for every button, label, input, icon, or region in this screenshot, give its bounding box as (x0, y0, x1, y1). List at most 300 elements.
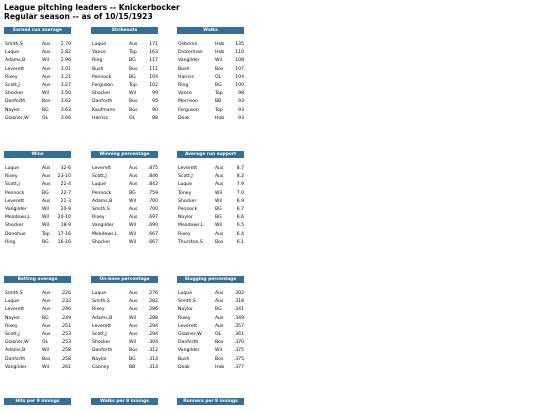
team-code: Wil (42, 348, 49, 354)
player-name: Vangilder (178, 58, 200, 64)
player-name: Vangilder (92, 223, 114, 229)
team-code: OL (129, 115, 136, 121)
leader-row (177, 173, 244, 181)
stat-value: .232 (60, 299, 71, 305)
team-code: Hob (215, 364, 225, 370)
stat-value: .314 (147, 364, 158, 370)
panel-header: Hits per 9 innings (4, 398, 71, 405)
leader-row (91, 82, 158, 90)
leader-row (4, 364, 71, 372)
player-name: Toney (178, 190, 192, 196)
leader-row (91, 206, 158, 214)
team-code: Wil (215, 223, 222, 229)
player-name: Pennock (5, 190, 25, 196)
team-code: Aus (42, 291, 51, 296)
team-code: BG (42, 190, 49, 196)
leader-row (177, 57, 244, 65)
player-name: Harriss (92, 115, 109, 121)
leader-row (177, 165, 244, 173)
team-code: Aus (42, 323, 51, 329)
player-name: Shocker (92, 91, 111, 97)
stat-value: 3.01 (60, 66, 71, 72)
team-code: Aus (129, 182, 138, 188)
team-code: Aus (129, 42, 138, 47)
leader-panel (177, 151, 244, 247)
player-name: Luque (5, 299, 20, 305)
team-code: Aus (215, 182, 224, 188)
stat-value: .361 (233, 331, 244, 337)
leader-panel (4, 27, 71, 123)
player-name: Luque (5, 166, 20, 171)
team-code: BB (129, 364, 136, 370)
team-code: Aus (42, 50, 51, 56)
team-code: Top (42, 231, 50, 237)
stat-value: 2.79 (60, 42, 71, 47)
stat-value: .258 (60, 356, 71, 362)
team-code: Wil (129, 198, 136, 204)
leader-panel (91, 27, 158, 123)
player-name: Rixey (178, 315, 191, 321)
panel-header: Walks per 9 innings (91, 398, 158, 405)
player-name: Scott,J (92, 174, 107, 180)
panel-header: Strikeouts (91, 27, 158, 34)
stat-value: .370 (233, 340, 244, 346)
leader-row (91, 356, 158, 364)
team-code: Top (129, 50, 137, 56)
team-code: BG (129, 190, 136, 196)
team-code: Bos (215, 239, 224, 245)
stat-value: .349 (233, 315, 244, 321)
stat-value: 2.82 (60, 50, 71, 56)
stat-value: 6.6 (236, 215, 244, 221)
player-name: Smith,S (92, 206, 110, 212)
player-name: Glazner,W (178, 331, 202, 337)
leader-panel (91, 398, 158, 412)
team-code: BG (129, 74, 136, 80)
team-code: OL (215, 331, 222, 337)
player-name: Shocker (92, 239, 111, 245)
stat-value: 23-10 (57, 174, 71, 180)
team-code: Aus (129, 215, 138, 221)
stat-value: 95 (152, 99, 158, 105)
team-code: Aus (42, 174, 51, 180)
leader-row (4, 339, 71, 347)
team-code: Bos (129, 107, 138, 113)
player-name: Vance (92, 50, 106, 56)
stat-value: .314 (147, 356, 158, 362)
team-code: BG (129, 58, 136, 64)
player-name: Scott,J (5, 82, 20, 88)
leader-row (177, 347, 244, 355)
team-code: Aus (215, 315, 224, 321)
panel-rows (4, 165, 71, 247)
leader-row (177, 190, 244, 198)
panel-header: Wins (4, 151, 71, 158)
stat-value: 8.7 (236, 166, 244, 171)
player-name: Adams,B (5, 58, 26, 64)
player-name: Meadows,L (92, 231, 118, 237)
team-code: Aus (129, 291, 138, 296)
leader-row (4, 181, 71, 189)
leader-row (4, 49, 71, 57)
team-code: Top (215, 107, 223, 113)
stat-value: .253 (60, 340, 71, 346)
leader-row (91, 198, 158, 206)
stat-value: .276 (147, 291, 158, 296)
stat-value: .304 (147, 340, 158, 346)
panel-rows (177, 165, 244, 247)
team-code: Aus (42, 198, 51, 204)
leader-row (4, 66, 71, 74)
team-code: Wil (42, 206, 49, 212)
panel-rows (91, 290, 158, 372)
stat-value: 3.63 (60, 107, 71, 113)
leader-row (177, 298, 244, 306)
player-name: Naylor (92, 356, 107, 362)
team-code: Aus (215, 299, 224, 305)
team-code: Wil (42, 364, 49, 370)
stat-value: .294 (147, 323, 158, 329)
team-code: Bos (215, 66, 224, 72)
leader-row (177, 115, 244, 123)
leader-row (177, 331, 244, 339)
leader-row (177, 107, 244, 115)
leader-row (177, 290, 244, 298)
stat-value: .667 (147, 239, 158, 245)
team-code: Wil (215, 198, 222, 204)
player-name: Luque (178, 291, 193, 296)
player-name: Scott,J (5, 331, 20, 337)
leader-panel (91, 151, 158, 247)
player-name: Naylor (178, 215, 193, 221)
stat-value: 135 (235, 42, 244, 47)
team-code: Aus (129, 331, 138, 337)
leader-row (91, 214, 158, 222)
leader-row (4, 41, 71, 49)
stat-value: 6.7 (236, 206, 244, 212)
stat-value: .318 (233, 299, 244, 305)
stat-value: 3.62 (60, 99, 71, 105)
team-code: Bos (215, 340, 224, 346)
stat-value: 117 (149, 58, 158, 64)
leader-row (4, 173, 71, 181)
leader-row (177, 306, 244, 314)
team-code: BG (215, 307, 222, 313)
stat-value: 20-9 (60, 206, 71, 212)
stat-value: .375 (233, 348, 244, 354)
player-name: Leverett (92, 166, 112, 171)
stat-value: .258 (60, 348, 71, 354)
team-code: Aus (42, 331, 51, 337)
team-code: Wil (129, 223, 136, 229)
player-name: Meadows,L (178, 223, 204, 229)
stat-value: .842 (147, 182, 158, 188)
leader-row (4, 214, 71, 222)
stat-value: 3.21 (60, 74, 71, 80)
team-code: Bos (42, 356, 51, 362)
team-code: Hob (215, 50, 225, 56)
team-code: BG (129, 356, 136, 362)
stat-value: 104 (149, 74, 158, 80)
stat-value: 6.1 (236, 239, 244, 245)
player-name: Scott,J (178, 174, 193, 180)
stat-value: .249 (60, 315, 71, 321)
leader-row (177, 339, 244, 347)
team-code: Aus (42, 166, 51, 171)
team-code: Aus (129, 323, 138, 329)
stat-value: .690 (147, 223, 158, 229)
player-name: Danforth (178, 340, 199, 346)
stat-value: 7.0 (236, 190, 244, 196)
panel-header: On-base percentage (91, 276, 158, 283)
stat-value: 6.4 (236, 231, 244, 237)
stat-value: 18-9 (60, 223, 71, 229)
stat-value: 7.9 (236, 182, 244, 188)
team-code: Aus (215, 166, 224, 171)
team-code: Wil (215, 190, 222, 196)
player-name: Luque (92, 42, 107, 47)
leader-panel (4, 276, 71, 372)
stat-value: 21-3 (60, 198, 71, 204)
leader-row (4, 57, 71, 65)
player-name: Doak (178, 364, 190, 370)
stat-value: 93 (238, 99, 244, 105)
leader-row (4, 315, 71, 323)
team-code: Hob (215, 42, 225, 47)
stat-value: 163 (149, 50, 158, 56)
team-code: Wil (129, 239, 136, 245)
team-code: Wil (42, 223, 49, 229)
team-code: OL (42, 115, 49, 121)
stat-value: .302 (233, 291, 244, 296)
player-name: Leverett (5, 307, 25, 313)
player-name: Shocker (5, 223, 24, 229)
stat-value: .253 (60, 331, 71, 337)
team-code: Aus (215, 231, 224, 237)
player-name: Leverett (178, 323, 198, 329)
leader-row (4, 239, 71, 247)
player-name: Naylor (5, 107, 20, 113)
player-name: Doak (178, 115, 190, 121)
stat-value: .294 (147, 331, 158, 337)
player-name: Ring (92, 58, 103, 64)
panel-header: Average run support (177, 151, 244, 158)
player-name: Osborne (178, 42, 198, 47)
stat-value: 17-16 (57, 231, 71, 237)
team-code: Wil (129, 315, 136, 321)
leader-row (4, 206, 71, 214)
team-code: BB (215, 99, 222, 105)
leader-row (91, 290, 158, 298)
stat-value: 111 (149, 66, 158, 72)
stat-value: 93 (238, 115, 244, 121)
team-code: Aus (42, 182, 51, 188)
panel-rows (91, 41, 158, 123)
leader-row (4, 198, 71, 206)
team-code: Aus (129, 166, 138, 171)
team-code: Aus (42, 66, 51, 72)
stat-value: 16-16 (57, 239, 71, 245)
leader-panel (4, 398, 71, 412)
team-code: Aus (42, 307, 51, 313)
leader-row (177, 239, 244, 247)
stat-value: .667 (147, 231, 158, 237)
team-code: Aus (129, 299, 138, 305)
leader-row (91, 41, 158, 49)
leader-row (4, 82, 71, 90)
player-name: Shocker (5, 91, 24, 97)
stat-value: .251 (60, 323, 71, 329)
team-code: OL (215, 74, 222, 80)
player-name: Rixey (5, 74, 18, 80)
stat-value: .282 (147, 299, 158, 305)
stat-value: 108 (235, 58, 244, 64)
stat-value: 104 (235, 74, 244, 80)
leader-row (91, 222, 158, 230)
team-code: Wil (215, 58, 222, 64)
stat-value: .261 (60, 364, 71, 370)
player-name: Vangilder (178, 348, 200, 354)
leader-row (177, 41, 244, 49)
leader-row (4, 115, 71, 123)
stat-value: 93 (238, 107, 244, 113)
leader-row (91, 323, 158, 331)
team-code: Aus (42, 299, 51, 305)
leader-row (91, 298, 158, 306)
stat-value: .700 (147, 206, 158, 212)
stat-value: .759 (147, 190, 158, 196)
stat-value: 32-6 (60, 166, 71, 171)
team-code: Bos (129, 99, 138, 105)
player-name: Danforth (92, 99, 113, 105)
player-name: Danforth (5, 356, 26, 362)
panel-header: Walks (177, 27, 244, 34)
panel-rows (4, 41, 71, 123)
team-code: BG (215, 206, 222, 212)
player-name: Bush (178, 356, 190, 362)
player-name: Thurston,S (178, 239, 203, 245)
stat-value: 20-10 (57, 215, 71, 221)
player-name: Glazner,W (5, 115, 29, 121)
player-name: Harriss (178, 74, 195, 80)
stat-value: 6.5 (236, 223, 244, 229)
stat-value: .286 (147, 307, 158, 313)
leader-row (4, 74, 71, 82)
leader-row (177, 323, 244, 331)
team-code: Aus (129, 307, 138, 313)
player-name: Ferguson (92, 82, 113, 88)
leader-row (91, 66, 158, 74)
team-code: Aus (129, 174, 138, 180)
leader-row (4, 222, 71, 230)
page-title-line-2: Regular season -- as of 10/15/1923 (4, 12, 153, 21)
team-code: Aus (42, 82, 51, 88)
stat-value: 3.27 (60, 82, 71, 88)
team-code: Wil (42, 215, 49, 221)
player-name: Cooney (92, 364, 110, 370)
player-name: Ring (178, 82, 189, 88)
leader-row (91, 165, 158, 173)
leader-row (91, 339, 158, 347)
leader-row (91, 315, 158, 323)
stat-value: .377 (233, 364, 244, 370)
player-name: Vance (178, 91, 192, 97)
stat-value: 8.2 (236, 174, 244, 180)
team-code: BG (215, 82, 222, 88)
team-code: Bos (129, 66, 138, 72)
stat-value: .312 (147, 348, 158, 354)
team-code: Aus (129, 206, 138, 212)
leader-row (4, 306, 71, 314)
panel-header: Batting average (4, 276, 71, 283)
player-name: Leverett (5, 66, 25, 72)
player-name: Morrison (178, 99, 198, 105)
stat-value: 99 (152, 91, 158, 97)
player-name: Smith,S (5, 291, 23, 296)
stat-value: 100 (235, 82, 244, 88)
leader-row (4, 290, 71, 298)
team-code: Bos (215, 356, 224, 362)
player-name: Scott,J (92, 331, 107, 337)
player-name: Leverett (92, 323, 112, 329)
leader-panel (91, 276, 158, 372)
player-name: Pennock (92, 74, 112, 80)
panel-header: Earned run average (4, 27, 71, 34)
leader-row (91, 107, 158, 115)
leader-row (177, 98, 244, 106)
player-name: Leverett (5, 198, 25, 204)
leader-row (4, 323, 71, 331)
player-name: Pennock (178, 206, 198, 212)
player-name: Ferguson (178, 107, 199, 113)
leader-row (4, 298, 71, 306)
leader-panel (4, 151, 71, 247)
page-title (4, 3, 180, 21)
stat-value: .288 (147, 315, 158, 321)
stat-value: 102 (149, 82, 158, 88)
panel-rows (177, 290, 244, 372)
player-name: Rixey (5, 174, 18, 180)
panel-header: Slugging percentage (177, 276, 244, 283)
stat-value: 110 (235, 50, 244, 56)
player-name: Bush (92, 66, 104, 72)
leader-row (91, 364, 158, 372)
leader-row (177, 315, 244, 323)
player-name: Luque (178, 182, 193, 188)
leader-row (91, 239, 158, 247)
team-code: BG (42, 239, 49, 245)
leader-row (4, 356, 71, 364)
stat-value: 3.66 (60, 115, 71, 121)
leader-row (177, 82, 244, 90)
player-name: Adams,B (92, 315, 113, 321)
team-code: Wil (129, 91, 136, 97)
team-code: Bos (129, 348, 138, 354)
player-name: Leverett (178, 166, 198, 171)
player-name: Vangilder (5, 206, 27, 212)
leader-row (177, 74, 244, 82)
leader-row (4, 98, 71, 106)
player-name: Dickerman (178, 50, 203, 56)
team-code: Wil (42, 58, 49, 64)
leader-row (91, 231, 158, 239)
stat-value: .246 (60, 307, 71, 313)
player-name: Pennock (92, 190, 112, 196)
player-name: Vangilder (5, 364, 27, 370)
stat-value: 3.50 (60, 91, 71, 97)
stat-value: 22-7 (60, 190, 71, 196)
player-name: Adams,B (92, 198, 113, 204)
